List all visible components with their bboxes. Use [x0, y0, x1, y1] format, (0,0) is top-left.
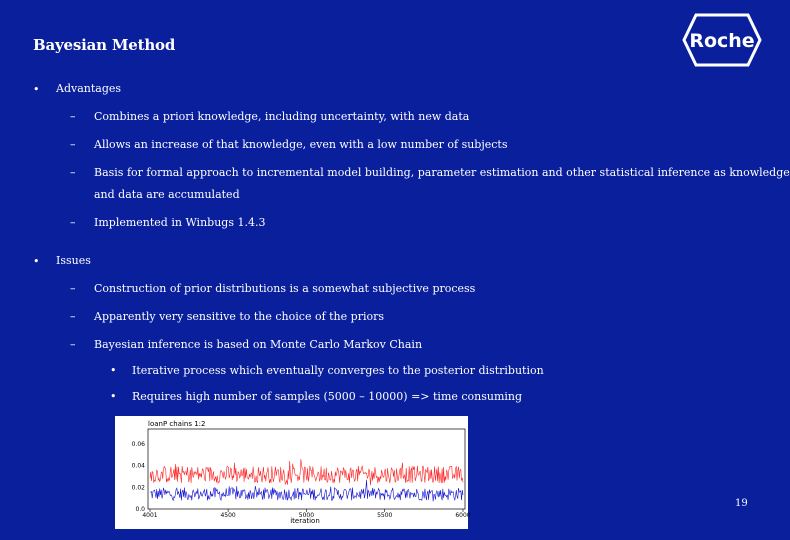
x-tick-label: 4001 [142, 512, 158, 519]
advantage-item-continued: and data are accumulated [94, 188, 240, 201]
dash-marker: – [70, 338, 76, 351]
issue-sub-item: Requires high number of samples (5000 – 10000) => time consuming [132, 390, 523, 403]
dash-marker: – [70, 166, 76, 179]
y-tick-label: 0.06 [131, 440, 145, 448]
dash-marker: – [70, 310, 76, 323]
x-tick-label: 5500 [377, 512, 393, 519]
chart-title: loanP chains 1:2 [148, 420, 206, 428]
series-line [150, 459, 463, 485]
trace-plot-svg [115, 416, 471, 529]
x-tick-label: 6000 [455, 512, 471, 519]
issue-item: Apparently very sensitive to the choice of the priors [94, 310, 384, 323]
roche-logo [682, 13, 762, 67]
page-number: 19 [735, 498, 748, 509]
bullet-marker: • [110, 390, 117, 403]
advantage-item: Allows an increase of that knowledge, even with a low number of subjects [94, 138, 508, 151]
issue-item: Construction of prior distributions is a somewhat subjective process [94, 282, 476, 295]
slide-title: Bayesian Method [33, 36, 176, 54]
advantage-item: Basis for formal approach to incremental model building, parameter estimation and other statistical inference as knowledge [94, 166, 790, 179]
advantage-item: Combines a priori knowledge, including uncertainty, with new data [94, 110, 470, 123]
issue-item: Bayesian inference is based on Monte Carlo Markov Chain [94, 338, 423, 351]
y-tick-label: 0.04 [131, 462, 145, 470]
bullet-marker: • [33, 83, 40, 96]
x-tick-label: 4500 [220, 512, 236, 519]
series-line [150, 480, 463, 502]
dash-marker: – [70, 216, 76, 229]
bullet-marker: • [110, 364, 117, 377]
trace-plot [115, 416, 471, 529]
advantages-heading: Advantages [56, 82, 122, 95]
y-tick-label: 0.02 [131, 484, 145, 492]
y-tick-label: 0.0 [135, 506, 145, 513]
series-layer [150, 459, 463, 501]
dash-marker: – [70, 110, 76, 123]
x-axis-label: iteration [290, 517, 320, 525]
dash-marker: – [70, 282, 76, 295]
issues-heading: Issues [56, 254, 91, 267]
bullet-marker: • [33, 255, 40, 268]
advantage-item: Implemented in Winbugs 1.4.3 [94, 216, 266, 229]
logo-text: Roche [689, 30, 755, 52]
x-tick-label: 5000 [298, 512, 315, 519]
issue-sub-item: Iterative process which eventually converges to the posterior distribution [132, 364, 544, 377]
dash-marker: – [70, 138, 76, 151]
y-axis [132, 441, 146, 513]
